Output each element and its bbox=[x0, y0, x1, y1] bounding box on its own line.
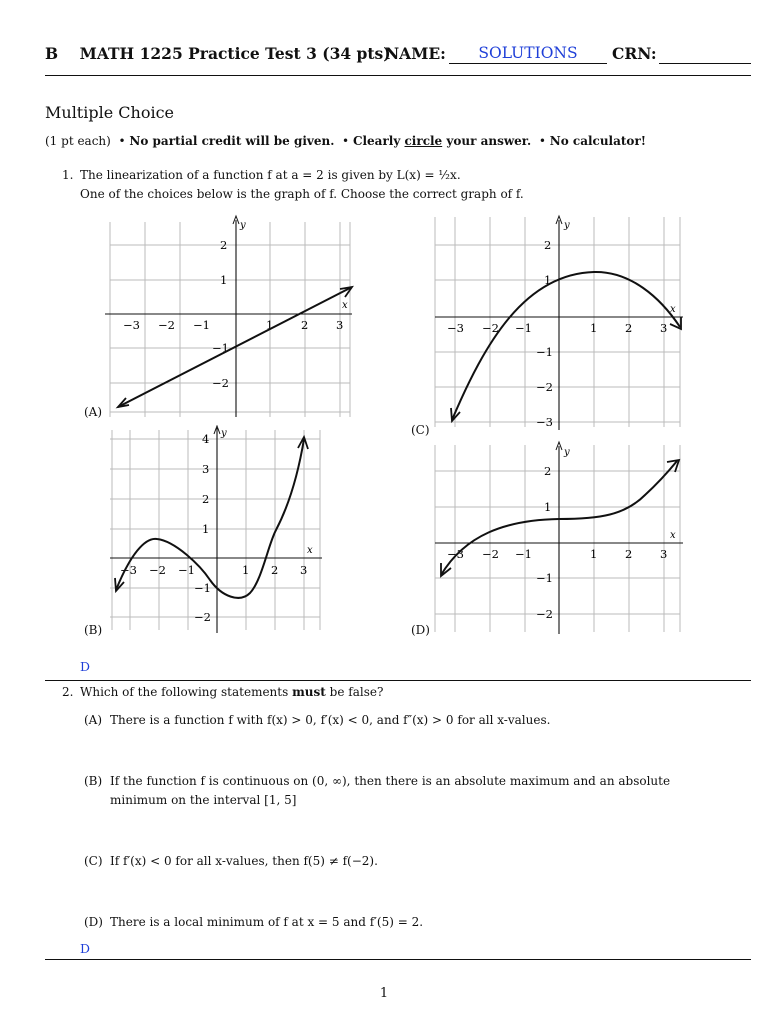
graph-b-grid bbox=[110, 430, 320, 630]
q2-answer: D bbox=[80, 941, 91, 956]
graph-d-xtick: −3 bbox=[447, 547, 464, 561]
graph-c-ytick: 2 bbox=[544, 238, 552, 252]
graph-d-y-label: y bbox=[564, 447, 570, 458]
q2-choice-a-text: There is a function f with f(x) > 0, f′(x) < 0, and f″(x) > 0 for all x-values. bbox=[110, 713, 551, 727]
graph-d-xtick: 1 bbox=[590, 547, 598, 561]
q2-prompt-post: be false? bbox=[329, 685, 384, 699]
graph-d-xtick: −2 bbox=[482, 547, 499, 561]
graph-c-xtick: −3 bbox=[447, 321, 464, 335]
q2-choice-d-label: (D) bbox=[84, 915, 103, 929]
graph-d-xtick: −1 bbox=[515, 547, 532, 561]
graph-d-x-label: x bbox=[670, 530, 676, 541]
graph-d-ytick: 1 bbox=[544, 500, 552, 514]
graph-c-y-label: y bbox=[564, 220, 570, 231]
graph-a-ytick: −2 bbox=[212, 376, 229, 390]
graph-b-xtick: −1 bbox=[178, 563, 195, 577]
graph-a bbox=[100, 212, 365, 417]
graph-a-ytick: 2 bbox=[220, 238, 228, 252]
graph-b-xtick: 1 bbox=[242, 563, 250, 577]
graph-c-ytick: 1 bbox=[544, 273, 552, 287]
instructions-rule-2-circle: circle bbox=[404, 134, 443, 148]
q1-rule bbox=[45, 680, 751, 681]
q2-choice-b-text: If the function f is continuous on (0, ∞), then there is an absolute maximum and an absolute minimum on the interval [1, 5] bbox=[110, 774, 671, 807]
q2-number: 2. bbox=[62, 685, 74, 699]
graph-a-xtick: 2 bbox=[301, 318, 309, 332]
graph-b-y-label: y bbox=[221, 428, 227, 439]
graph-d bbox=[425, 440, 690, 636]
graph-d-ytick: −1 bbox=[536, 571, 553, 585]
document-title: B MATH 1225 Practice Test 3 (34 pts) bbox=[45, 44, 391, 63]
graph-c-xtick: 1 bbox=[590, 321, 598, 335]
q1-line-2: One of the choices below is the graph of f. Choose the correct graph of f. bbox=[80, 187, 524, 201]
page-number: 1 bbox=[379, 986, 389, 1001]
header-rule bbox=[45, 75, 751, 76]
q2-prompt bbox=[80, 685, 383, 699]
q2-choice-c-text: If f′(x) < 0 for all x-values, then f(5) ≠ f(−2). bbox=[110, 854, 378, 868]
graph-a-label: (A) bbox=[84, 405, 103, 419]
graph-b-xtick: −2 bbox=[149, 563, 166, 577]
graph-a-grid bbox=[110, 222, 350, 417]
instructions-rule-3: No calculator! bbox=[549, 134, 647, 148]
graph-d-xtick: 3 bbox=[660, 547, 668, 561]
instructions-points: (1 pt each) bbox=[45, 134, 111, 148]
instructions-rule-1: No partial credit will be given. bbox=[129, 134, 335, 148]
name-label: NAME: bbox=[385, 44, 446, 63]
graph-a-x-label: x bbox=[342, 300, 348, 311]
graph-c-curve bbox=[452, 272, 680, 420]
graph-a-xtick: −1 bbox=[193, 318, 210, 332]
instructions-rule-2-post: your answer. bbox=[446, 134, 532, 148]
graph-b-ytick: 1 bbox=[202, 522, 210, 536]
graph-a-ytick: −1 bbox=[212, 341, 229, 355]
graph-b-xtick: −3 bbox=[120, 563, 137, 577]
graph-a-y-label: y bbox=[240, 220, 246, 231]
graph-a-ytick: 1 bbox=[220, 273, 228, 287]
q2-prompt-pre: Which of the following statements bbox=[80, 685, 289, 699]
crn-field bbox=[659, 44, 751, 64]
graph-b-ytick: 4 bbox=[202, 432, 210, 446]
graph-b-xtick: 3 bbox=[300, 563, 308, 577]
graph-c-ytick: −1 bbox=[536, 345, 553, 359]
crn-label: CRN: bbox=[612, 44, 657, 63]
graph-b-ytick: 3 bbox=[202, 462, 210, 476]
graph-d-arrow-left bbox=[441, 563, 451, 576]
graph-b-ytick: 2 bbox=[202, 492, 210, 506]
page-header bbox=[45, 44, 751, 68]
graph-c bbox=[425, 212, 690, 434]
graph-c-label: (C) bbox=[411, 423, 430, 437]
graph-b-label: (B) bbox=[84, 623, 103, 637]
graph-a-xtick: −2 bbox=[158, 318, 175, 332]
section-title: Multiple Choice bbox=[45, 103, 174, 122]
graph-d-ytick: −2 bbox=[536, 607, 553, 621]
q1-answer: D bbox=[80, 659, 91, 674]
q1-line-1: The linearization of a function f at a = 2 is given by L(x) = ½x. bbox=[80, 168, 461, 182]
q1-number: 1. bbox=[62, 168, 74, 182]
graph-c-xtick: −1 bbox=[515, 321, 532, 335]
graph-c-xtick: 3 bbox=[660, 321, 668, 335]
graph-b-x-label: x bbox=[307, 545, 313, 556]
graph-c-xtick: −2 bbox=[482, 321, 499, 335]
q2-choice-b-label: (B) bbox=[84, 774, 103, 788]
q2-choice-c-label: (C) bbox=[84, 854, 103, 868]
graph-d-label: (D) bbox=[411, 623, 430, 637]
q2-prompt-bold: must bbox=[292, 685, 326, 699]
graph-c-xtick: 2 bbox=[625, 321, 633, 335]
graph-c-ytick: −3 bbox=[536, 415, 553, 429]
graph-d-ytick: 2 bbox=[544, 464, 552, 478]
graph-d-xtick: 2 bbox=[625, 547, 633, 561]
q2-rule bbox=[45, 959, 751, 960]
graph-c-grid bbox=[435, 217, 680, 427]
q2-choice-a-label: (A) bbox=[84, 713, 103, 727]
graph-c-ytick: −2 bbox=[536, 380, 553, 394]
graph-b-ytick: −2 bbox=[194, 610, 211, 624]
graph-b bbox=[100, 425, 328, 635]
graph-a-xtick: −3 bbox=[123, 318, 140, 332]
graph-d-grid bbox=[435, 445, 680, 632]
name-value: SOLUTIONS bbox=[449, 44, 607, 64]
graph-c-x-label: x bbox=[670, 304, 676, 315]
q2-choice-d-text: There is a local minimum of f at x = 5 and f′(5) = 2. bbox=[110, 915, 424, 929]
graph-a-xtick: 3 bbox=[336, 318, 344, 332]
instructions-rule-2-pre: Clearly bbox=[352, 134, 401, 148]
graph-b-xtick: 2 bbox=[271, 563, 279, 577]
graph-a-xtick: 1 bbox=[266, 318, 274, 332]
instructions: (1 pt each) • No partial credit will be given. • Clearly circle your answer. • No calculator! bbox=[45, 134, 647, 148]
graph-b-ytick: −1 bbox=[194, 581, 211, 595]
